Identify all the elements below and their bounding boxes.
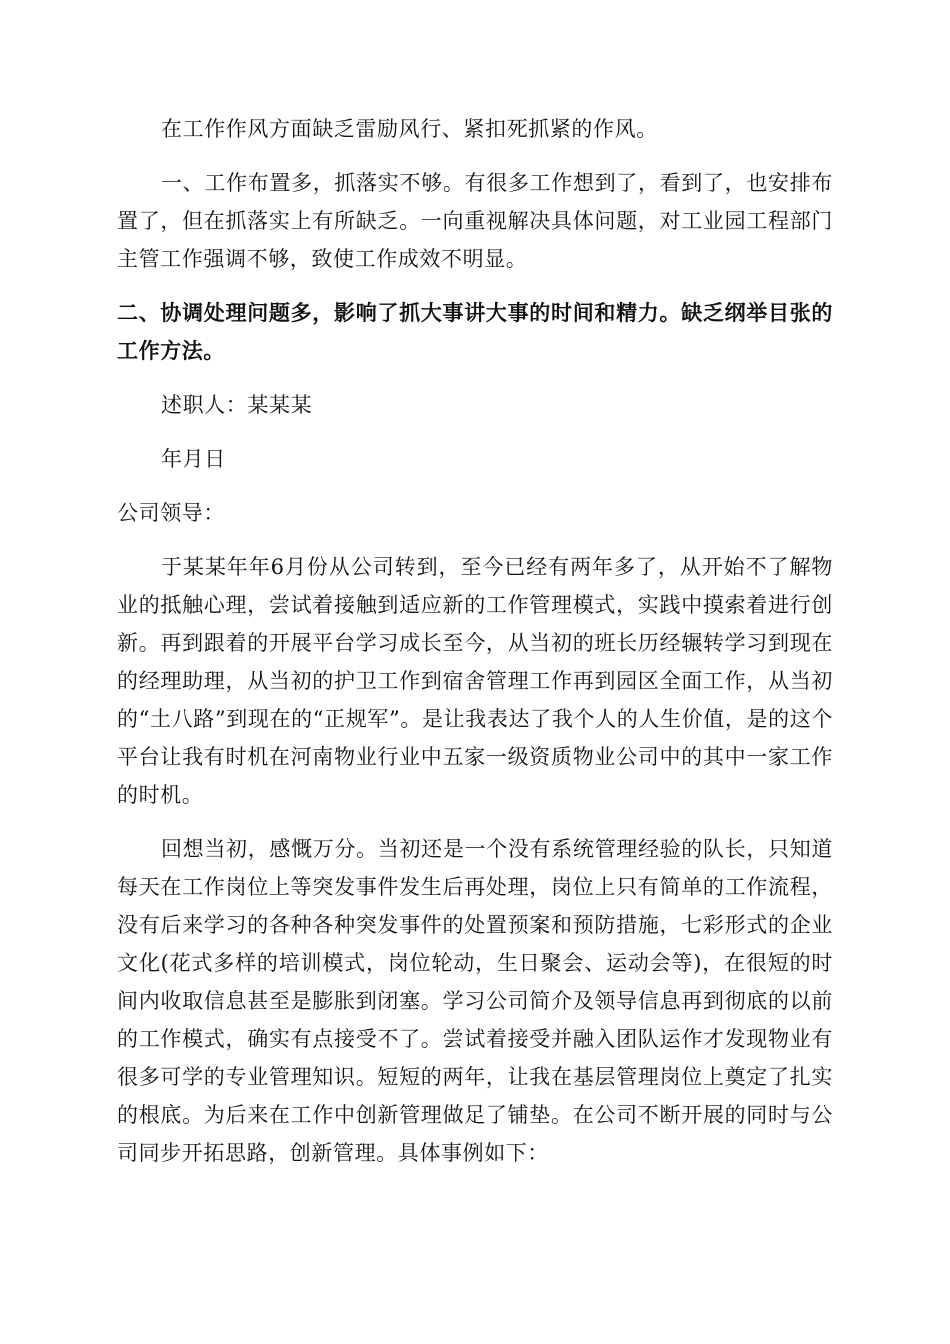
signature-line: 述职人：某某某	[161, 393, 313, 417]
paragraph-history: 于某某年年6月份从公司转到，至今已经有两年多了，从开始不了解物业的抵触心理，尝试着接触到适应新的工作管理模式，实践中摸索着进行创新。再到跟着的开展平台学习成长至今，从当初的班长历经辗转学习到现在的经理助理，从当初的护卫工作到宿舍管理工作再到园区全面工作，从当初的“土八路”到现在的“正规军”。是让我表达了我个人的人生价值，是的这个平台让我有时机在河南物业行业中五家一级资质物业公司中的其中一家工作的时机。	[117, 555, 833, 807]
paragraph-work-style: 在工作作风方面缺乏雷励风行、紧扣死抓紧的作风。	[161, 117, 658, 141]
document-page	[117, 110, 833, 1188]
paragraph-point-two: 二、协调处理问题多，影响了抓大事讲大事的时间和精力。缺乏纲举目张的工作方法。	[117, 300, 833, 363]
salutation: 公司领导：	[117, 501, 225, 525]
paragraph-reflection: 回想当初，感慨万分。当初还是一个没有系统管理经验的队长，只知道每天在工作岗位上等突发事件发生后再处理，岗位上只有简单的工作流程，没有后来学习的各种各种突发事件的处置预案和预防措施，七彩形式的企业文化(花式多样的培训模式，岗位轮动，生日聚会、运动会等)，在很短的时间内收取信息甚至是膨胀到闭塞。学习公司简介及领导信息再到彻底的以前的工作模式，确实有点接受不了。尝试着接受并融入团队运作才发现物业有很多可学的专业管理知识。短短的两年，让我在基层管理岗位上奠定了扎实的根底。为后来在工作中创新管理做足了铺垫。在公司不断开展的同时与公司同步开拓思路，创新管理。具体事例如下：	[117, 837, 833, 1165]
paragraph-point-one: 一、工作布置多，抓落实不够。有很多工作想到了，看到了，也安排布置了，但在抓落实上有所缺乏。一向重视解决具体问题，对工业园工程部门主管工作强调不够，致使工作成效不明显。	[117, 171, 833, 271]
date-line: 年月日	[161, 447, 226, 471]
